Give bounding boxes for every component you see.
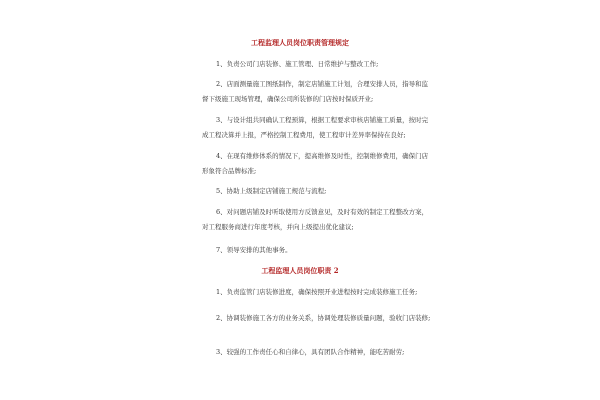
paragraph-item [202,184,326,199]
paragraph-line: 督下级施工现场管理，确保公司所装修的门店按时保质开业; [202,95,374,103]
paragraph-line: 3、与设计组共同确认工程预算，根据工程要求审核店铺施工质量，按时完 [216,116,429,124]
paragraph-line: 1、负责公司门店装修、施工管理、日常维护与整改工作; [216,60,379,68]
paragraph-item [202,77,428,107]
paragraph-item [202,345,404,360]
document-title: 工程监理人员岗位职责管理规定 [251,38,349,47]
paragraph-line: 1、负责监管门店装修进度，确保按照开业进程按时完成装修施工任务; [216,288,418,296]
section-title: 工程监理人员岗位职责 2 [261,266,339,275]
paragraph-line: 2、店面测量施工图纸制作，制定店铺施工计划，合理安排人员，指导和监 [216,80,429,88]
paragraph-item [202,311,430,326]
paragraph-line: 2、协调装修施工各方的业务关系，协调处理装修质量问题，验收门店装修; [216,314,431,322]
paragraph-line: 成工程决算并上报，严格控制工程费用，使工程审计差异率保持在良好; [202,131,406,139]
paragraph-line: 4、在现有维修体系的情况下，提高维修及时性，控制维修费用，确保门店 [216,152,429,160]
paragraph-line: 3、较强的工作责任心和自律心，具有团队合作精神，能吃苦耐劳; [216,348,405,356]
paragraph-line: 7、领导安排的其他事务。 [216,246,292,254]
paragraph-line: 对工程服务商进行年度考核，并向上级提出优化建议; [202,223,354,231]
paragraph-line: 5、协助上级制定店铺施工规范与流程; [216,187,327,195]
paragraph-item [202,205,428,235]
paragraph-item [202,57,378,72]
paragraph-line: 形象符合品牌标准; [202,167,257,175]
paragraph-item [202,243,292,258]
paragraph-line: 6、对问题店铺及时听取使用方反馈意见，及时有效的制定工程整改方案， [216,208,429,216]
paragraph-item [202,113,428,143]
paragraph-item [202,149,428,179]
paragraph-item [202,285,417,300]
